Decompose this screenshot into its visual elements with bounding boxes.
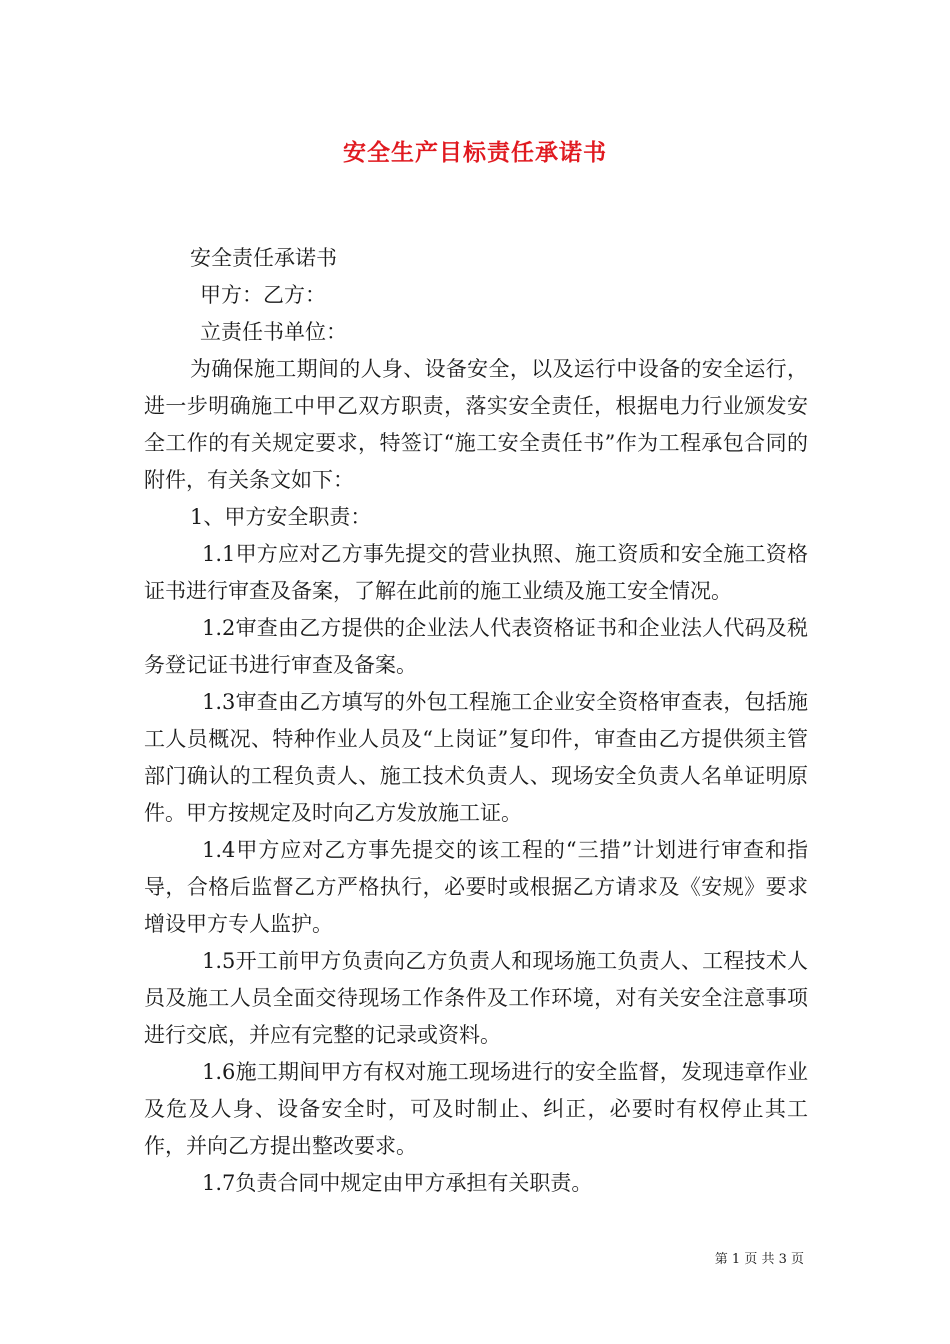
paragraph-unit: 立责任书单位： [200,320,347,344]
paragraph-clause-1-4: 1.4甲方应对乙方事先提交的该工程的“三措”计划进行审查和指导，合格后监督乙方严格执行，必要时或根据乙方请求及《安规》要求增设甲方专人监护。 [144,838,808,936]
paragraph-parties: 甲方：乙方： [200,283,326,307]
paragraph-preamble: 为确保施工期间的人身、设备安全，以及运行中设备的安全运行，进一步明确施工中甲乙双方职责，落实安全责任，根据电力行业颁发安全工作的有关规定要求，特签订“施工安全责任书”作为工程承包合同的附件，有关条文如下： [144,357,808,492]
paragraph-clause-1-3: 1.3审查由乙方填写的外包工程施工企业安全资格审查表，包括施工人员概况、特种作业人员及“上岗证”复印件，审查由乙方提供须主管部门确认的工程负责人、施工技术负责人、现场安全负责人名单证明原件。甲方按规定及时向乙方发放施工证。 [144,690,808,825]
paragraph-clause-1-2: 1.2审查由乙方提供的企业法人代表资格证书和企业法人代码及税务登记证书进行审查及备案。 [144,616,808,677]
document-title: 安全生产目标责任承诺书 [343,139,607,166]
page-number: 第 1 页 共 3 页 [714,1252,804,1267]
paragraph-clause-1-5: 1.5开工前甲方负责向乙方负责人和现场施工负责人、工程技术人员及施工人员全面交待现场工作条件及工作环境，对有关安全注意事项进行交底，并应有完整的记录或资料。 [144,949,808,1047]
paragraph-section-1: 1、甲方安全职责： [190,505,372,529]
paragraph-clause-1-7: 1.7负责合同中规定由甲方承担有关职责。 [202,1171,593,1195]
paragraph-clause-1-1: 1.1甲方应对乙方事先提交的营业执照、施工资质和安全施工资格证书进行审查及备案，了解在此前的施工业绩及施工安全情况。 [144,542,808,603]
paragraph-heading: 安全责任承诺书 [190,246,337,270]
document-body [144,240,808,1202]
paragraph-clause-1-6: 1.6施工期间甲方有权对施工现场进行的安全监督，发现违章作业及危及人身、设备安全时，可及时制止、纠正，必要时有权停止其工作，并向乙方提出整改要求。 [144,1060,808,1158]
